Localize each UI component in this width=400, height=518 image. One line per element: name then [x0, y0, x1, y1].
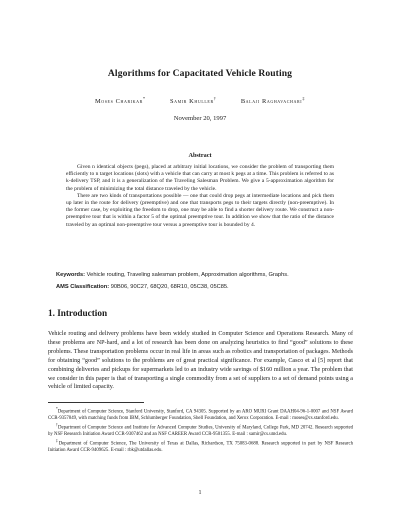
author-list — [0, 96, 400, 105]
abstract-body — [66, 164, 334, 229]
footnote-3 — [48, 438, 353, 454]
ams-label: AMS Classification: — [56, 284, 110, 290]
author-3 — [241, 98, 305, 105]
author-1 — [95, 98, 146, 105]
footnote-1-mark: * — [56, 407, 58, 411]
footnote-2-mark: † — [56, 423, 59, 427]
keywords-label: Keywords: — [56, 272, 86, 278]
keywords — [56, 272, 352, 279]
page-number: 1 — [198, 490, 202, 496]
footnote-3-mark: ‡ — [56, 439, 59, 443]
introduction-paragraph: Vehicle routing and delivery problems have been widely studied in Computer Science and Operations Research. Many of these problems are NP-hard, and a lot of research has been done on analyzing heuristics to find “good” solutions to these problems. These transportation problems occur in real life in areas such as robotics and transportation of packages. Methods for obtaining “good” solutions to the problems are of great practical significance. For example, Casco et al [5] report that combining deliveries and pickups for supermarkets led to an industry wide savings of $160 million a year. The problem that we consider in this paper is that of transporting a single commodity from a set of suppliers to a set of demand points using a vehicle of limited capacity. — [48, 331, 353, 391]
abstract-paragraph-2: There are two kinds of transportations possible — one that could drop pegs at intermediate locations and pick them up later in the route for delivery (preemptive) and one that transports pegs to their targets directly (non-preemptive). In the former case, by exploiting the freedom to drop, one may be able to find a shorter delivery route. We construct a non-preemptive tour that is within a factor 5 of the optimal preemptive tour. In addition we show that the ratio of the distance traveled by an optimal non-preemptive tour versus a preemptive tour is bounded by 4. — [66, 192, 334, 228]
section-heading-introduction: 1. Introduction — [48, 308, 108, 318]
abstract-heading: Abstract — [188, 152, 212, 159]
footnote-rule — [48, 402, 144, 403]
author-3-mark: ‡ — [302, 96, 306, 101]
ams-text: 90B06, 90C27, 68Q20, 68R10, 05C38, 05C85. — [110, 284, 229, 290]
author-1-name: Moses Charikar — [94, 98, 143, 106]
author-3-name: Balaji Raghavachari — [240, 98, 303, 106]
footnote-2-text: Department of Computer Science and Institute for Advanced Computer Studies, University of Maryland, College Park, MD 20742. Research supported by NSF Research Initiation Award CCR-9307462 and an NSF CAREER Award CCR-9501355. E-mail : samir@cs.umd.edu. — [48, 425, 354, 437]
footnote-1 — [48, 406, 353, 422]
footnote-1-text: Department of Computer Science, Stanford University, Stanford, CA 94305. Supported by an ARO MURI Grant DAAH04-96-1-0007 and NSF Award CCR-9357849, with matching funds from IBM, Schlumberger Foundation, Shell Foundation, and Xerox Corporation. E-mail : moses@cs.stanford.edu. — [48, 409, 353, 421]
author-2-mark: † — [213, 96, 217, 101]
footnote-2 — [48, 422, 353, 438]
paper-title: Algorithms for Capacitated Vehicle Routing — [107, 68, 293, 79]
keywords-text: Vehicle routing, Traveling salesman problem, Approximation algorithms, Graphs. — [86, 272, 289, 278]
footnote-3-text: Department of Computer Science, The University of Texas at Dallas, Richardson, TX 75083-0688. Research supported in part by NSF Research Initiation Award CCR-9409625. E-mail : rbk@utdallas.edu. — [48, 441, 354, 453]
author-1-mark: * — [142, 96, 146, 101]
ams-classification — [56, 284, 352, 291]
paper-date: November 20, 1997 — [173, 115, 227, 122]
abstract-paragraph-1: Given n identical objects (pegs), placed at arbitrary initial locations, we consider the problem of transporting them efficiently to n target locations (slots) with a vehicle that can carry at most k pegs at a time. This problem is referred to as k-delivery TSP, and it is a generalization of the Traveling Salesman Problem. We give a 5-approximation algorithm for the problem of minimizing the total distance traveled by the vehicle. — [66, 164, 334, 192]
author-2 — [170, 98, 217, 105]
author-2-name: Samir Khuller — [169, 98, 214, 106]
footnotes — [48, 406, 353, 454]
